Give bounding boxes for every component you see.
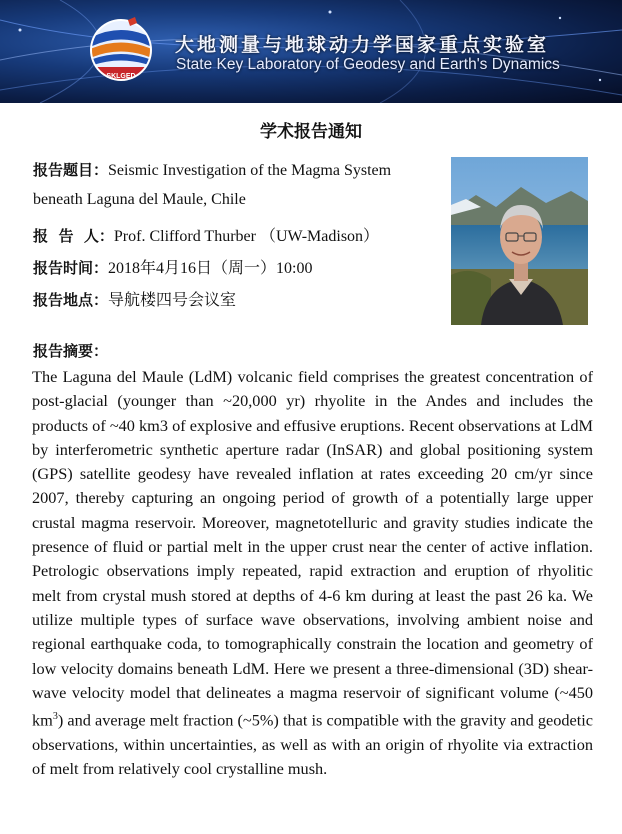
topic-line-1: Seismic Investigation of the Magma System [108, 162, 392, 179]
topic-line-2: beneath Laguna del Maule, Chile [33, 191, 246, 208]
topic-row [33, 159, 391, 180]
time-value: 2018年4月16日（周一）10:00 [108, 260, 313, 277]
header-banner [0, 0, 622, 103]
speaker-value: Prof. Clifford Thurber （UW-Madison） [113, 228, 380, 245]
time-row [33, 255, 312, 278]
speaker-label: 报 告 人： [33, 227, 114, 245]
topic-label: 报告题目： [33, 161, 109, 179]
place-value: 导航楼四号会议室 [108, 292, 237, 309]
abstract-label: 报告摘要： [33, 342, 109, 360]
logo-text: SKLGED [106, 73, 136, 80]
speaker-row [33, 223, 379, 246]
abstract-superscript: 3 [52, 711, 58, 723]
lab-name-english: State Key Laboratory of Geodesy and Earth's Dynamics [176, 56, 560, 73]
place-row [33, 287, 236, 310]
page-title: 学术报告通知 [260, 122, 362, 142]
place-label: 报告地点： [33, 291, 109, 309]
abstract-text [32, 365, 593, 781]
speaker-photo [451, 157, 588, 325]
abstract-text-part-2: ) and average melt fraction (~5%) that is compatible with the gravity and geodetic observations, within uncertainties, as well as with an origin of rhyolite via extraction of melt from relatively cool crystalline mush. [32, 710, 593, 779]
lab-name-chinese: 大地测量与地球动力学国家重点实验室 [175, 34, 550, 56]
sklged-logo [88, 14, 154, 88]
topic-row-continued [33, 191, 246, 209]
time-label: 报告时间： [33, 259, 109, 277]
abstract-text-part-1: The Laguna del Maule (LdM) volcanic field comprises the greatest concentration of post-glacial (younger than ~20,000 yr) rhyolite in the Andes and includes the products of ~40 km3 of explosive and effusive eruptions. Recent observations at LdM by interferometric synthetic aperture radar (InSAR) and global positioning system (GPS) satellite geodesy have revealed inflation at rates exceeding 20 cm/yr since 2007, thereby capturing an ongoing period of growth of a potentially large upper crustal magma reservoir. Moreover, magnetotelluric and gravity studies indicate the presence of fluid or partial melt in the upper crust near the center of active inflation. Petrologic observations imply repeated, rapid extraction and eruption of rhyolitic melt from crystal mush stored at depths of 4-6 km during at least the past 26 ka. We utilize multiple types of surface wave observations, involving ambient noise and regional earthquake coda, to tomographically constrain the location and geometry of low velocity domains beneath LdM. Here we present a three-dimensional (3D) shear-wave velocity model that delineates a magma reservoir of significant volume (~450 km [32, 367, 593, 730]
speaker-portrait-image [451, 157, 588, 325]
